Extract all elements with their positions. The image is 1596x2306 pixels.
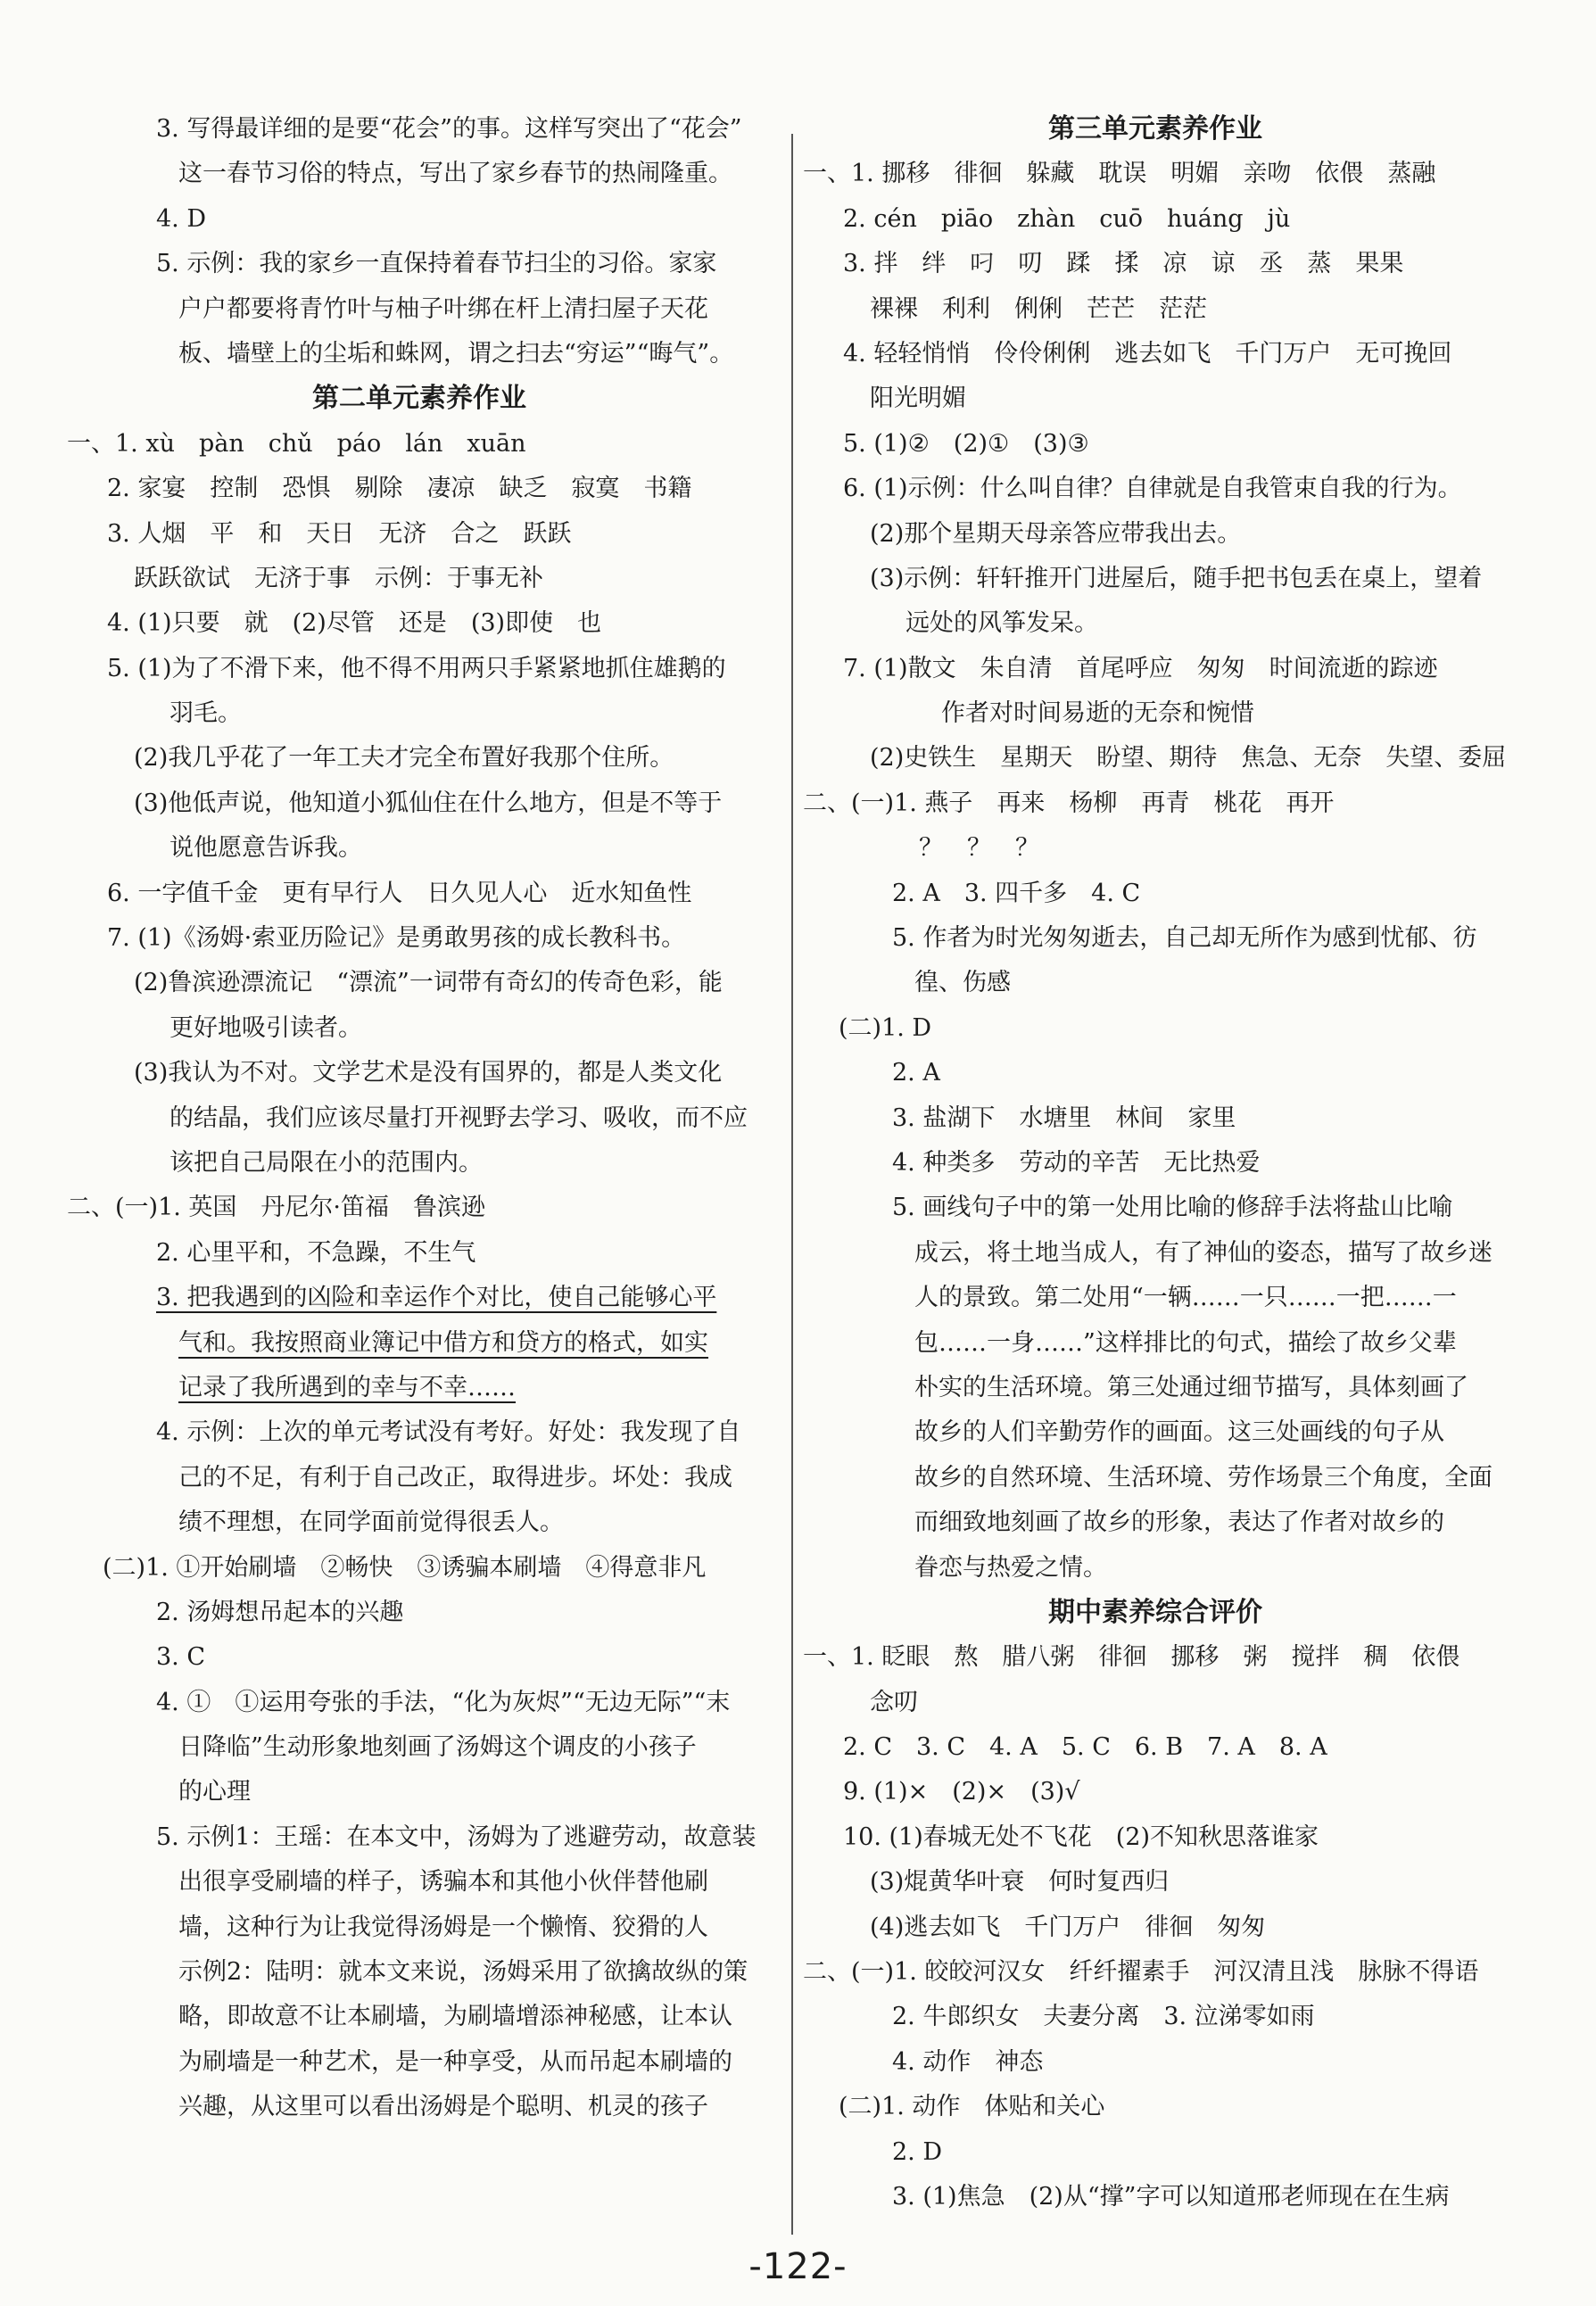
answer-line: 4. 种类多 劳动的辛苦 无比热爱 (892, 1148, 1261, 1177)
answer-line: 户户都要将青竹叶与柚子叶绑在杆上清扫屋子天花 (178, 294, 708, 323)
answer-line: 作者对时间易逝的无奈和惋惜 (941, 699, 1254, 728)
answer-line: 一、1. xù pàn chǔ páo lán xuān (67, 429, 526, 458)
answer-line: 5. 示例：我的家乡一直保持着春节扫尘的习俗。家家 (156, 250, 717, 278)
answer-line: 5. (1)② (2)① (3)③ (843, 429, 1089, 458)
answer-line: 说他愿意告诉我。 (170, 834, 362, 863)
answer-line: 2. 心里平和，不急躁，不生气 (156, 1238, 476, 1267)
answer-line: 更好地吸引读者。 (170, 1013, 362, 1042)
section-heading: 第三单元素养作业 (1048, 113, 1262, 145)
answer-line: 2. A 3. 四千多 4. C (892, 879, 1141, 907)
answer-line: (2)那个星期天母亲答应带我出去。 (870, 519, 1242, 548)
answer-line: 远处的风筝发呆。 (906, 609, 1098, 638)
answer-line: 日降临”生动形象地刻画了汤姆这个调皮的小孩子 (178, 1733, 697, 1762)
answer-line: (3)焜黄华叶衰 何时复西归 (870, 1868, 1170, 1897)
answer-line: 4. 示例：上次的单元考试没有考好。好处：我发现了自 (156, 1418, 741, 1447)
answer-line: 兴趣，从这里可以看出汤姆是个聪明、机灵的孩子 (178, 2093, 708, 2121)
answer-line: (2)鲁滨逊漂流记 “漂流”一词带有奇幻的传奇色彩，能 (134, 969, 723, 997)
answer-line: 板、墙壁上的尘垢和蛛网，谓之扫去“穷运”“晦气”。 (178, 339, 734, 368)
answer-line: 3. 盐湖下 水塘里 林间 家里 (892, 1103, 1236, 1132)
section-heading: 第二单元素养作业 (312, 383, 526, 415)
answer-line: 7. (1)散文 朱自清 首尾呼应 匆匆 时间流逝的踪迹 (843, 654, 1438, 682)
page-number: -122- (748, 2246, 848, 2287)
answer-line: 己的不足，有利于自己改正，取得进步。坏处：我成 (178, 1463, 732, 1492)
answer-line: 3. C (156, 1643, 206, 1672)
answer-line: 3. 把我遇到的凶险和幸运作个对比，使自己能够心平 (156, 1284, 717, 1312)
answer-line: 3. (1)焦急 (2)从“撑”字可以知道邢老师现在在生病 (892, 2182, 1450, 2211)
answer-line: (3)示例：轩轩推开门进屋后，随手把书包丢在桌上，望着 (870, 564, 1483, 592)
answer-line: (2)史铁生 星期天 盼望、期待 焦急、无奈 失望、委屈 (870, 744, 1507, 773)
answer-line: 跃跃欲试 无济于事 示例：于事无补 (134, 564, 543, 592)
answer-line: 墙，这种行为让我觉得汤姆是一个懒惰、狡猾的人 (178, 1913, 708, 1941)
answer-line: 3. 拌 绊 叼 叨 蹂 揉 凉 谅 丞 蒸 果果 (843, 250, 1404, 278)
answer-line: 人的景致。第二处用“一辆……一只……一把……一 (914, 1284, 1457, 1312)
answer-line: 故乡的人们辛勤劳作的画面。这三处画线的句子从 (914, 1418, 1444, 1447)
answer-line: 4. 轻轻悄悄 伶伶俐俐 逃去如飞 千门万户 无可挽回 (843, 339, 1452, 368)
answer-line: 阳光明媚 (870, 384, 966, 413)
answer-line: 4. (1)只要 就 (2)尽管 还是 (3)即使 也 (107, 609, 602, 638)
answer-line: 4. 动作 神态 (892, 2047, 1044, 2076)
answer-line: 该把自己局限在小的范围内。 (170, 1148, 483, 1177)
answer-line: 成云，将土地当成人，有了神仙的姿态，描写了故乡迷 (914, 1238, 1493, 1267)
answer-line: 记录了我所遇到的幸与不幸…… (178, 1373, 516, 1401)
answer-line: (3)他低声说，他知道小狐仙住在什么地方，但是不等于 (134, 789, 723, 817)
answer-line: 6. (1)示例：什么叫自律？自律就是自我管束自我的行为。 (843, 475, 1462, 503)
answer-line: 5. 画线句子中的第一处用比喻的修辞手法将盐山比喻 (892, 1194, 1453, 1222)
answer-line: 4. D (156, 204, 206, 233)
answer-line: 念叨 (870, 1688, 918, 1716)
answer-line: (二)1. ①开始刷墙 ②畅快 ③诱骗本刷墙 ④得意非凡 (103, 1553, 707, 1582)
answer-line: 2. 家宴 控制 恐惧 剔除 凄凉 缺乏 寂寞 书籍 (107, 475, 692, 503)
answer-line: 10. (1)春城无处不飞花 (2)不知秋思落谁家 (843, 1822, 1319, 1851)
answer-line: (二)1. D (839, 1013, 932, 1042)
answer-line: 2. 牛郎织女 夫妻分离 3. 泣涕零如雨 (892, 2003, 1315, 2031)
answer-line: 4. ① ①运用夸张的手法，“化为灰烬”“无边无际”“末 (156, 1688, 731, 1716)
answer-line: (二)1. 动作 体贴和关心 (839, 2093, 1105, 2121)
answer-line: 5. (1)为了不滑下来，他不得不用两只手紧紧地抓住雄鹅的 (107, 654, 726, 682)
answer-line: 羽毛。 (170, 699, 242, 728)
answer-line: 包……一身……”这样排比的句式，描绘了故乡父辈 (914, 1328, 1457, 1357)
answer-line: 3. 人烟 平 和 天日 无济 合之 跃跃 (107, 519, 572, 548)
answer-line: 2. A (892, 1059, 940, 1087)
answer-line: 而细致地刻画了故乡的形象，表达了作者对故乡的 (914, 1508, 1444, 1537)
answer-line: 徨、伤感 (914, 969, 1011, 997)
answer-line: 朴实的生活环境。第三处通过细节描写，具体刻画了 (914, 1373, 1468, 1401)
answer-line: 二、(一)1. 燕子 再来 杨柳 再青 桃花 再开 (803, 789, 1335, 817)
answer-line: 一、1. 眨眼 熬 腊八粥 徘徊 挪移 粥 搅拌 稠 依偎 (803, 1643, 1460, 1672)
answer-line: 一、1. 挪移 徘徊 躲藏 耽误 明媚 亲吻 依偎 蒸融 (803, 160, 1436, 188)
left-column (67, 107, 772, 2130)
answer-line: 气和。我按照商业簿记中借方和贷方的格式，如实 (178, 1328, 708, 1357)
answer-line: 略，即故意不让本刷墙，为刷墙增添神秘感，让本认 (178, 2003, 732, 2031)
answer-line: 2. C 3. C 4. A 5. C 6. B 7. A 8. A (843, 1733, 1327, 1762)
answer-line: 二、(一)1. 皎皎河汉女 纤纤擢素手 河汉清且浅 脉脉不得语 (803, 1958, 1479, 1987)
answer-line: 二、(一)1. 英国 丹尼尔·笛福 鲁滨逊 (67, 1194, 485, 1222)
answer-line: (2)我几乎花了一年工夫才完全布置好我那个住所。 (134, 744, 674, 773)
answer-line: 2. cén piāo zhàn cuō huáng jù (843, 204, 1291, 233)
answer-line: 的心理 (178, 1778, 251, 1806)
answer-line: 绩不理想，在同学面前觉得很丢人。 (178, 1508, 564, 1537)
answer-line: 裸裸 利利 俐俐 芒芒 茫茫 (870, 294, 1207, 323)
answer-line: 2. D (892, 2137, 942, 2166)
answer-line: 5. 示例1：王瑶：在本文中，汤姆为了逃避劳动，故意装 (156, 1822, 757, 1851)
answer-line: (3)我认为不对。文学艺术是没有国界的，都是人类文化 (134, 1059, 723, 1087)
answer-line: ？ ？ ？ (919, 834, 1039, 863)
answer-line: 示例2：陆明：就本文来说，汤姆采用了欲擒故纵的策 (178, 1958, 748, 1987)
column-divider (791, 134, 793, 2235)
answer-line: 出很享受刷墙的样子，诱骗本和其他小伙伴替他刷 (178, 1868, 708, 1897)
answer-line: (4)逃去如飞 千门万户 徘徊 匆匆 (870, 1913, 1266, 1941)
section-heading: 期中素养综合评价 (1048, 1596, 1262, 1628)
answer-line: 眷恋与热爱之情。 (914, 1553, 1107, 1582)
answer-line: 9. (1)× (2)× (3)√ (843, 1778, 1080, 1806)
answer-line: 故乡的自然环境、生活环境、劳作场景三个角度，全面 (914, 1463, 1493, 1492)
answer-line: 7. (1)《汤姆·索亚历险记》是勇敢男孩的成长教科书。 (107, 924, 686, 953)
right-column (803, 107, 1508, 2219)
answer-line: 这一春节习俗的特点，写出了家乡春节的热闹隆重。 (178, 160, 732, 188)
answer-line: 的结晶，我们应该尽量打开视野去学习、吸收，而不应 (170, 1103, 748, 1132)
answer-line: 为刷墙是一种艺术，是一种享受，从而吊起本刷墙的 (178, 2047, 732, 2076)
answer-line: 5. 作者为时光匆匆逝去，自己却无所作为感到忧郁、彷 (892, 924, 1477, 953)
answer-line: 3. 写得最详细的是要“花会”的事。这样写突出了“花会” (156, 115, 742, 143)
answer-line: 6. 一字值千金 更有早行人 日久见人心 近水知鱼性 (107, 879, 692, 907)
answer-line: 2. 汤姆想吊起本的兴趣 (156, 1598, 404, 1626)
